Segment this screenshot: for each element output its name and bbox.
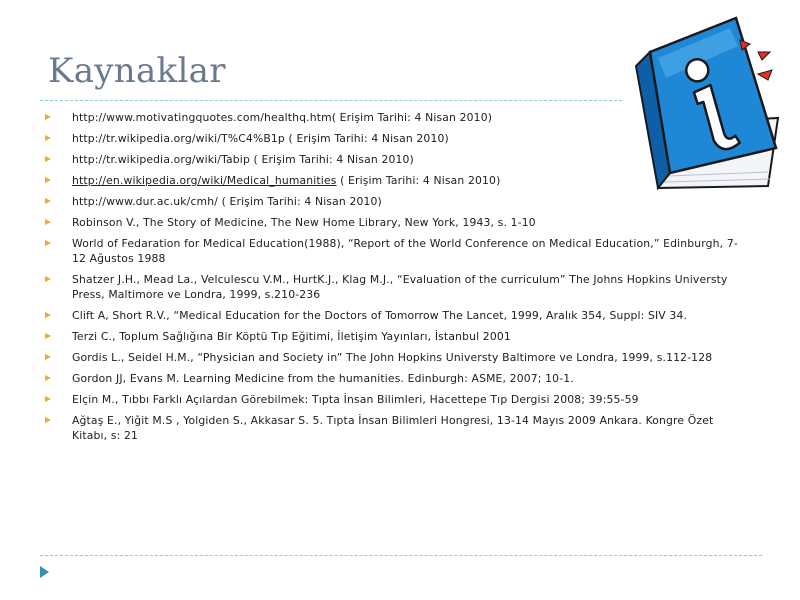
- bullet-arrow-icon: [45, 417, 51, 423]
- reference-item: World of Fedaration for Medical Education(1988), “Report of the World Conference on Medical Education,” Edinburgh, 7-12 Ağustos 1988: [44, 236, 744, 266]
- bullet-arrow-icon: [45, 354, 51, 360]
- reference-item: Clift A, Short R.V., “Medical Education for the Doctors of Tomorrow The Lancet, 1999, Aralık 354, Suppl: SIV 34.: [44, 308, 744, 323]
- footer-divider: [40, 555, 762, 556]
- reference-link[interactable]: http://en.wikipedia.org/wiki/Medical_humanities: [72, 174, 337, 187]
- bullet-arrow-icon: [45, 198, 51, 204]
- title-divider: [40, 100, 622, 101]
- reference-item: Elçin M., Tıbbı Farklı Açılardan Görebilmek: Tıpta İnsan Bilimleri, Hacettepe Tıp Dergisi 2008; 39:55-59: [44, 392, 744, 407]
- reference-item: http://www.motivatingquotes.com/healthq.htm( Erişim Tarihi: 4 Nisan 2010): [44, 110, 744, 125]
- bullet-arrow-icon: [45, 156, 51, 162]
- reference-item: http://tr.wikipedia.org/wiki/T%C4%B1p ( Erişim Tarihi: 4 Nisan 2010): [44, 131, 744, 146]
- slide-title: Kaynaklar: [48, 51, 226, 91]
- bullet-arrow-icon: [45, 276, 51, 282]
- reference-item: http://www.dur.ac.uk/cmh/ ( Erişim Tarihi: 4 Nisan 2010): [44, 194, 744, 209]
- reference-item: Robinson V., The Story of Medicine, The New Home Library, New York, 1943, s. 1-10: [44, 215, 744, 230]
- reference-list: [44, 110, 744, 449]
- bullet-arrow-icon: [45, 114, 51, 120]
- bullet-arrow-icon: [45, 375, 51, 381]
- bullet-arrow-icon: [45, 177, 51, 183]
- bullet-arrow-icon: [45, 240, 51, 246]
- bullet-arrow-icon: [45, 135, 51, 141]
- reference-item: Gordon JJ, Evans M. Learning Medicine from the humanities. Edinburgh: ASME, 2007; 10-1.: [44, 371, 744, 386]
- reference-item: Ağtaş E., Yiğit M.S , Yolgiden S., Akkasar S. 5. Tıpta İnsan Bilimleri Hongresi, 13-14 Mayıs 2009 Ankara. Kongre Özet Kitabı, s: 21: [44, 413, 744, 443]
- reference-item: Shatzer J.H., Mead La., Velculescu V.M., HurtK.J., Klag M.J., “Evaluation of the curriculum” The Johns Hopkins Universty Press, Maltimore ve Londra, 1999, s.210-236: [44, 272, 744, 302]
- bullet-arrow-icon: [45, 333, 51, 339]
- bullet-arrow-icon: [45, 219, 51, 225]
- reference-item: Terzi C., Toplum Sağlığına Bir Köptü Tıp Eğitimi, İletişim Yayınları, İstanbul 2001: [44, 329, 744, 344]
- bullet-arrow-icon: [45, 396, 51, 402]
- reference-item: http://en.wikipedia.org/wiki/Medical_humanities ( Erişim Tarihi: 4 Nisan 2010): [44, 173, 744, 188]
- bullet-arrow-icon: [45, 312, 51, 318]
- next-slide-arrow-icon[interactable]: [40, 566, 49, 578]
- reference-item: Gordis L., Seidel H.M., “Physician and Society in” The John Hopkins Universty Baltimore ve Londra, 1999, s.112-128: [44, 350, 744, 365]
- reference-item: http://tr.wikipedia.org/wiki/Tabip ( Erişim Tarihi: 4 Nisan 2010): [44, 152, 744, 167]
